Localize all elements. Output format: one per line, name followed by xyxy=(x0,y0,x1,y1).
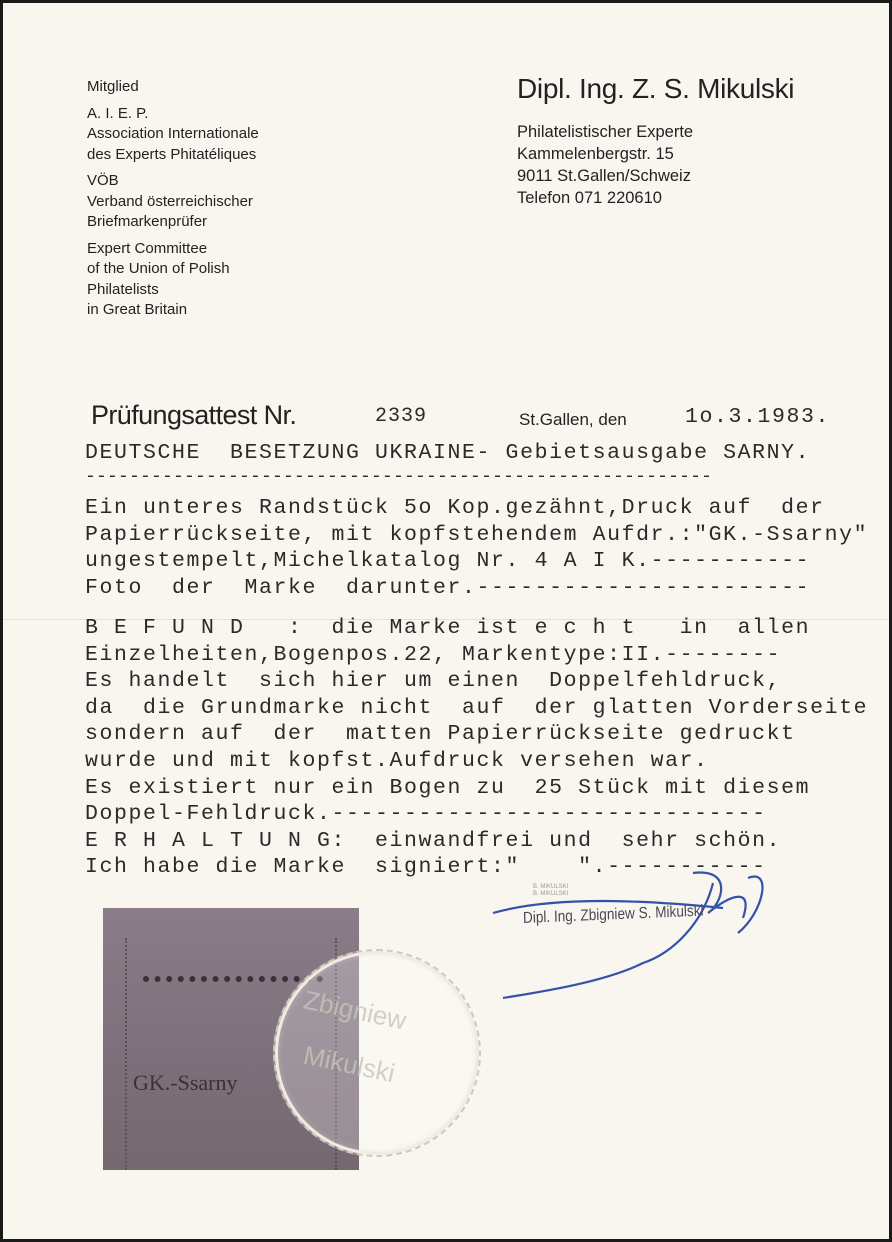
expert-street: Kammelenbergstr. 15 xyxy=(517,145,674,163)
certificate-title: Prüfungsattest Nr. xyxy=(91,400,297,430)
voeb: VÖB xyxy=(87,172,119,189)
voeb-name-1: Verband österreichischer xyxy=(87,192,253,210)
committee-2: of the Union of Polish xyxy=(87,260,230,277)
member-label: Mitglied xyxy=(87,78,139,95)
memberships-block xyxy=(87,77,259,321)
seal-text-1: Zbigniew xyxy=(301,984,410,1036)
place-label: St.Gallen, den xyxy=(519,410,627,429)
expert-city: 9011 St.Gallen/Schweiz xyxy=(517,167,691,185)
aiep-name-1: Association Internationale xyxy=(87,125,259,142)
seal-text-2: Mikulski xyxy=(300,1039,398,1089)
committee-4: in Great Britain xyxy=(87,301,188,318)
description-text: Ein unteres Randstück 5o Kop.gezähnt,Druck auf der Papierrückseite, mit kopfstehendem Aufdr.:"GK.-Ssarny" ungestempelt,Michelkatalog Nr. 4 A I K.----------- Foto der Marke darunter.----------------------- xyxy=(85,496,869,600)
printed-signature-name: Dipl. Ing. Zbigniew S. Mikulski xyxy=(522,902,704,927)
stamp-overprint: GK.-Ssarny xyxy=(133,1070,238,1095)
findings-text: B E F U N D : die Marke ist e c h t in allen Einzelheiten,Bogenpos.22, Markentype:II.-------- Es handelt sich hier um einen Doppelfehldruck, da die Grundmarke nicht auf der glatten Vorderseite sondern auf der matten Papierrückseite gedruckt wurde und mit kopfst.Aufdruck versehen war. Es existiert nur ein Bogen zu 25 Stück mit diesem Doppel-Fehldruck.------------------------------ E R H A L T U N G: einwandfrei und sehr schön. Ich habe die Marke signiert:" ".----------- xyxy=(85,616,869,880)
subject-line: DEUTSCHE BESETZUNG UKRAINE- Gebietsausgabe SARNY. xyxy=(85,441,811,465)
expert-title: Philatelistischer Experte xyxy=(517,123,694,141)
voeb-name-2: Briefmarkenprüfer xyxy=(87,213,208,230)
subject-underline: --------------------------------------------------------- xyxy=(85,467,713,487)
expert-address xyxy=(517,121,693,209)
aiep-name-2: des Experts Phitatéliques xyxy=(87,145,257,163)
aiep: A. I. E. P. xyxy=(87,104,149,122)
committee-1: Expert Committee xyxy=(87,239,208,257)
expert-name: Dipl. Ing. Z. S. Mikulski xyxy=(517,73,795,104)
certificate-page xyxy=(3,3,889,1239)
handwritten-signature xyxy=(473,863,803,1003)
certificate-number: 2339 xyxy=(375,405,428,428)
mini-signature-stamp: B. MIKULSKI B. MIKULSKI xyxy=(533,884,569,897)
committee-3: Philatelists xyxy=(87,280,159,298)
expert-phone: Telefon 071 220610 xyxy=(517,189,662,207)
perforation-dots xyxy=(143,976,323,982)
certificate-date: 1o.3.1983. xyxy=(685,405,831,429)
